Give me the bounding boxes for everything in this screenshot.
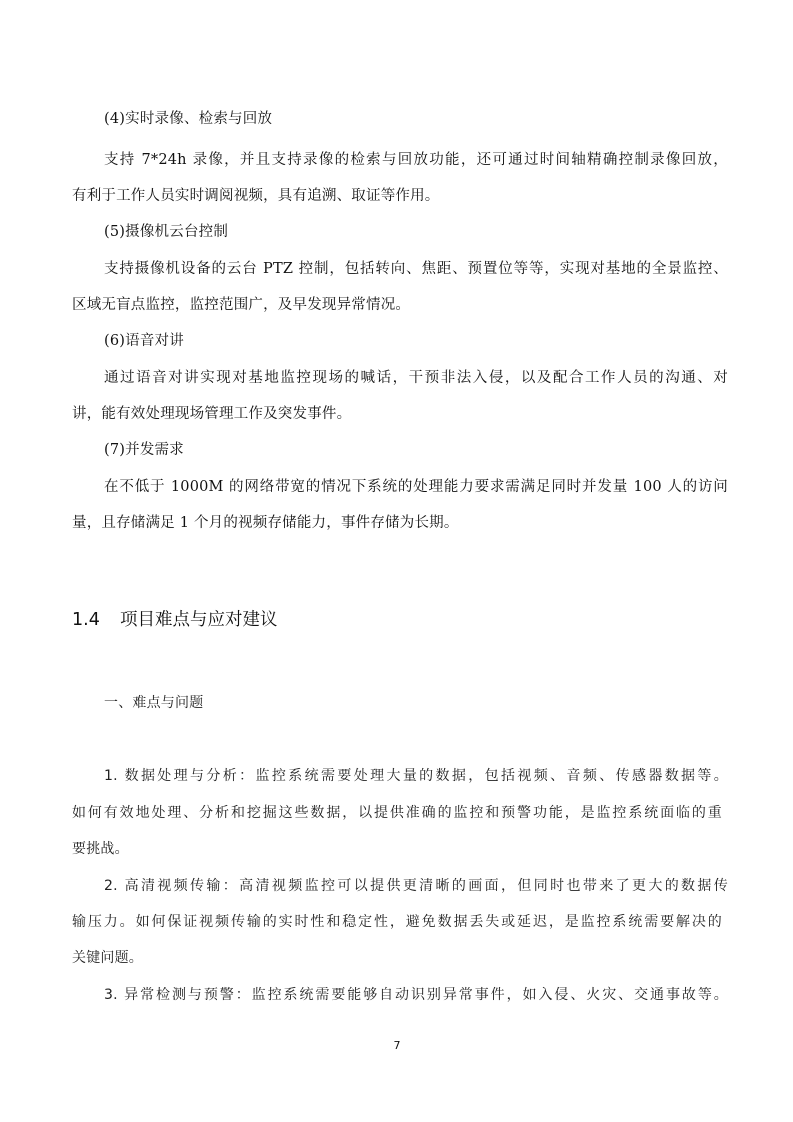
item4-body-line1: 支持 7*24h 录像，并且支持录像的检索与回放功能，还可通过时间轴精确控制录像回放，: [104, 152, 728, 168]
item4-body-line2: 有利于工作人员实时调阅视频，具有追溯、取证等作用。: [72, 188, 440, 204]
item6-body-line1: 通过语音对讲实现对基地监控现场的喊话，干预非法入侵，以及配合工作人员的沟通、对: [104, 370, 728, 386]
item4-heading: (4)实时录像、检索与回放: [104, 111, 273, 127]
item5-body-line2: 区域无盲点监控，监控范围广，及早发现异常情况。: [72, 297, 411, 313]
point1-line2: 如何有效地处理、分析和挖掘这些数据，以提供准确的监控和预警功能，是监控系统面临的重: [72, 805, 722, 821]
item7-heading: (7)并发需求: [104, 442, 184, 458]
point1-line1: 1. 数据处理与分析：监控系统需要处理大量的数据，包括视频、音频、传感器数据等。: [104, 768, 728, 784]
section-heading: [72, 608, 278, 632]
point2-line1: 2. 高清视频传输：高清视频监控可以提供更清晰的画面，但同时也带来了更大的数据传: [104, 878, 728, 894]
section-title: 项目难点与应对建议: [120, 610, 278, 630]
point2-line2: 输压力。如何保证视频传输的实时性和稳定性，避免数据丢失或延迟，是监控系统需要解决的: [72, 914, 722, 930]
subsection-title: 一、难点与问题: [104, 695, 204, 711]
point2-line3: 关键问题。: [72, 950, 143, 966]
item6-body-line2: 讲，能有效处理现场管理工作及突发事件。: [72, 406, 352, 422]
item5-heading: (5)摄像机云台控制: [104, 224, 229, 240]
item5-body-line1: 支持摄像机设备的云台 PTZ 控制，包括转向、焦距、预置位等等，实现对基地的全景监控、: [104, 261, 728, 277]
point1-line3: 要挑战。: [72, 841, 129, 857]
page-number: 7: [393, 1039, 401, 1052]
item7-body-line1: 在不低于 1000M 的网络带宽的情况下系统的处理能力要求需满足同时并发量 100 人的访问: [104, 479, 728, 495]
section-number: 1.4: [72, 610, 100, 630]
item6-heading: (6)语音对讲: [104, 333, 184, 349]
point3-line1: 3. 异常检测与预警：监控系统需要能够自动识别异常事件，如入侵、火灾、交通事故等。: [104, 987, 728, 1003]
item7-body-line2: 量，且存储满足 1 个月的视频存储能力，事件存储为长期。: [72, 515, 459, 531]
